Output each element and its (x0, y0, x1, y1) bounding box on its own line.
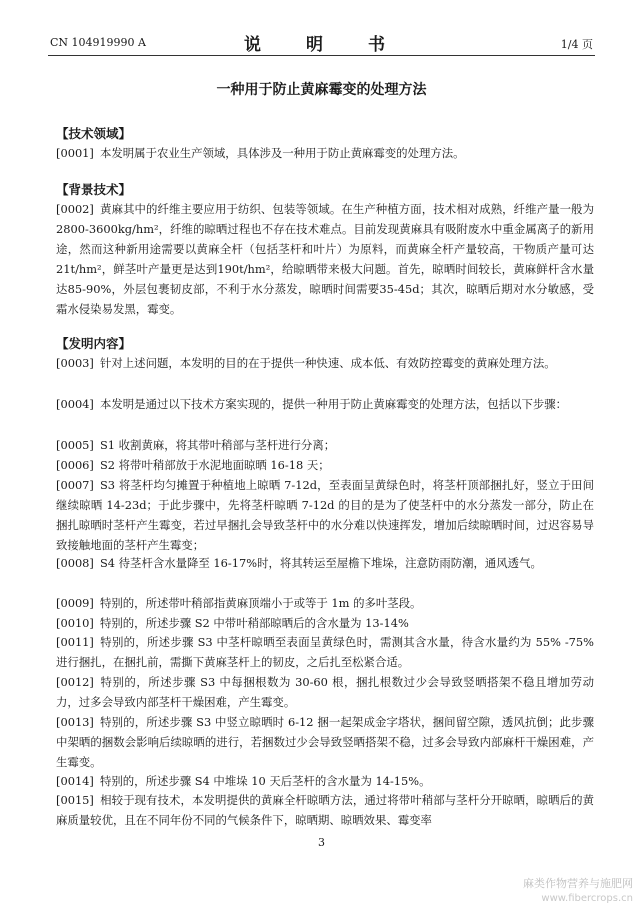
paragraph-0012 (56, 672, 594, 712)
paragraph-0015 (56, 790, 594, 830)
paragraph-0002 (56, 199, 594, 319)
paragraph-number: [0009] (56, 596, 94, 610)
paragraph-0008 (56, 553, 594, 573)
paragraph-number: [0001] (56, 146, 94, 160)
paragraph-text: S3 将茎杆均匀摊置于种植地上晾晒 7-12d，至表面呈黄绿色时，将茎杆顶部捆扎好，竖立于田间继续晾晒 14-23d；于此步骤中，先将茎杆晾晒 7-12d 的目的是为了使茎杆中的水分蒸发一部分，防止在捆扎晾晒时茎杆产生霉变，若过早捆扎会导致茎杆中的水分难以快速挥发，增加后续晾晒时间，过迟容易导致接触地面的茎杆产生霉变； (56, 478, 594, 552)
watermark-url: www.fibercrops.cn (541, 893, 633, 904)
patent-number: CN 104919990 A (50, 36, 146, 49)
paragraph-text: 相较于现有技术，本发明提供的黄麻全杆晾晒方法，通过将带叶稍部与茎杆分开晾晒，晾晒后的黄麻质量较优，且在不同年份不同的气候条件下，晾晒期、晾晒效果、霉变率 (56, 793, 594, 827)
paragraph-text: S4 待茎杆含水量降至 16-17%时，将其转运至屋檐下堆垛，注意防雨防潮，通风透气。 (100, 556, 542, 570)
paragraph-number: [0014] (56, 774, 94, 788)
header-divider (48, 55, 595, 56)
paragraph-number: [0005] (56, 438, 94, 452)
paragraph-text: 特别的，所述带叶稍部指黄麻顶端小于或等于 1m 的多叶茎段。 (100, 596, 422, 610)
paragraph-text: 特别的，所述步骤 S3 中竖立晾晒时 6-12 捆一起架成金字塔状，捆间留空隙，透风抗倒；此步骤中架晒的捆数会影响后续晾晒的进行，若捆数过少会导致竖晒搭架不稳，过多会导致内部麻杆干燥困难，产生霉变。 (56, 715, 594, 769)
paragraph-number: [0011] (56, 635, 94, 649)
page-indicator: 1/4 页 (560, 38, 593, 51)
paragraph-number: [0015] (56, 793, 94, 807)
paragraph-number: [0003] (56, 356, 94, 370)
paragraph-text: S1 收割黄麻，将其带叶稍部与茎杆进行分离； (100, 438, 336, 452)
paragraph-0013 (56, 712, 594, 772)
watermark (523, 876, 633, 906)
paragraph-0005 (56, 435, 594, 455)
paragraph-number: [0012] (56, 675, 94, 689)
paragraph-text: 针对上述问题，本发明的目的在于提供一种快速、成本低、有效防控霉变的黄麻处理方法。 (100, 356, 556, 370)
page-number: 3 (318, 836, 325, 849)
paragraph-number: [0007] (56, 478, 94, 492)
section-heading-tech-field: 【技术领域】 (56, 126, 132, 141)
paragraph-0004 (56, 394, 594, 414)
watermark-text: 麻类作物营养与施肥网 (523, 877, 633, 890)
paragraph-0003 (56, 353, 594, 373)
document-title: 一种用于防止黄麻霉变的处理方法 (216, 82, 427, 98)
paragraph-0011 (56, 632, 594, 672)
paragraph-text: 特别的，所述步骤 S3 中茎杆晾晒至表面呈黄绿色时，需测其含水量，待含水量约为 55% -75%进行捆扎，在捆扎前，需撕下黄麻茎杆上的韧皮，之后扎至松紧合适。 (56, 635, 594, 669)
section-heading-background: 【背景技术】 (56, 182, 132, 197)
paragraph-text: 本发明是通过以下技术方案实现的，提供一种用于防止黄麻霉变的处理方法，包括以下步骤： (100, 397, 568, 411)
paragraph-text: 特别的，所述步骤 S2 中带叶稍部晾晒后的含水量为 13-14% (100, 616, 409, 630)
section-heading-summary: 【发明内容】 (56, 336, 132, 351)
paragraph-number: [0002] (56, 202, 94, 216)
document-type: 说 明 书 (244, 35, 399, 55)
paragraph-number: [0008] (56, 556, 94, 570)
paragraph-text: 黄麻其中的纤维主要应用于纺织、包装等领域。在生产种植方面，技术相对成熟，纤维产量一般为2800-3600kg/hm²，纤维的晾晒过程也不存在技术难点。目前发现黄麻具有吸附废水中重金属离子的新用途，然而这种新用途需要以黄麻全杆（包括茎杆和叶片）为原料，而黄麻全杆产量较高，干物质产量可达21t/hm²，鲜茎叶产量更是达到190t/hm²，给晾晒带来极大问题。首先，晾晒时间较长，黄麻鲜杆含水量达85-90%，外层包裹韧皮部，不利于水分蒸发，晾晒时间需要35-45d；其次，晾晒后期对水分敏感，受霜水侵染易发黑，霉变。 (56, 202, 594, 316)
paragraph-0006 (56, 455, 594, 475)
paragraph-0007 (56, 475, 594, 555)
paragraph-number: [0006] (56, 458, 94, 472)
paragraph-text: 特别的，所述步骤 S3 中每捆根数为 30-60 根，捆扎根数过少会导致竖晒搭架不稳且增加劳动力，过多会导致内部茎杆干燥困难，产生霉变。 (56, 675, 594, 709)
paragraph-number: [0004] (56, 397, 94, 411)
paragraph-text: 特别的，所述步骤 S4 中堆垛 10 天后茎杆的含水量为 14-15%。 (100, 774, 431, 788)
paragraph-text: S2 将带叶稍部放于水泥地面晾晒 16-18 天； (100, 458, 330, 472)
paragraph-text: 本发明属于农业生产领域，具体涉及一种用于防止黄麻霉变的处理方法。 (100, 146, 465, 160)
paragraph-number: [0010] (56, 616, 94, 630)
paragraph-0010 (56, 613, 594, 633)
paragraph-number: [0013] (56, 715, 94, 729)
paragraph-0001 (56, 143, 594, 163)
paragraph-0009 (56, 593, 594, 613)
paragraph-0014 (56, 771, 594, 791)
